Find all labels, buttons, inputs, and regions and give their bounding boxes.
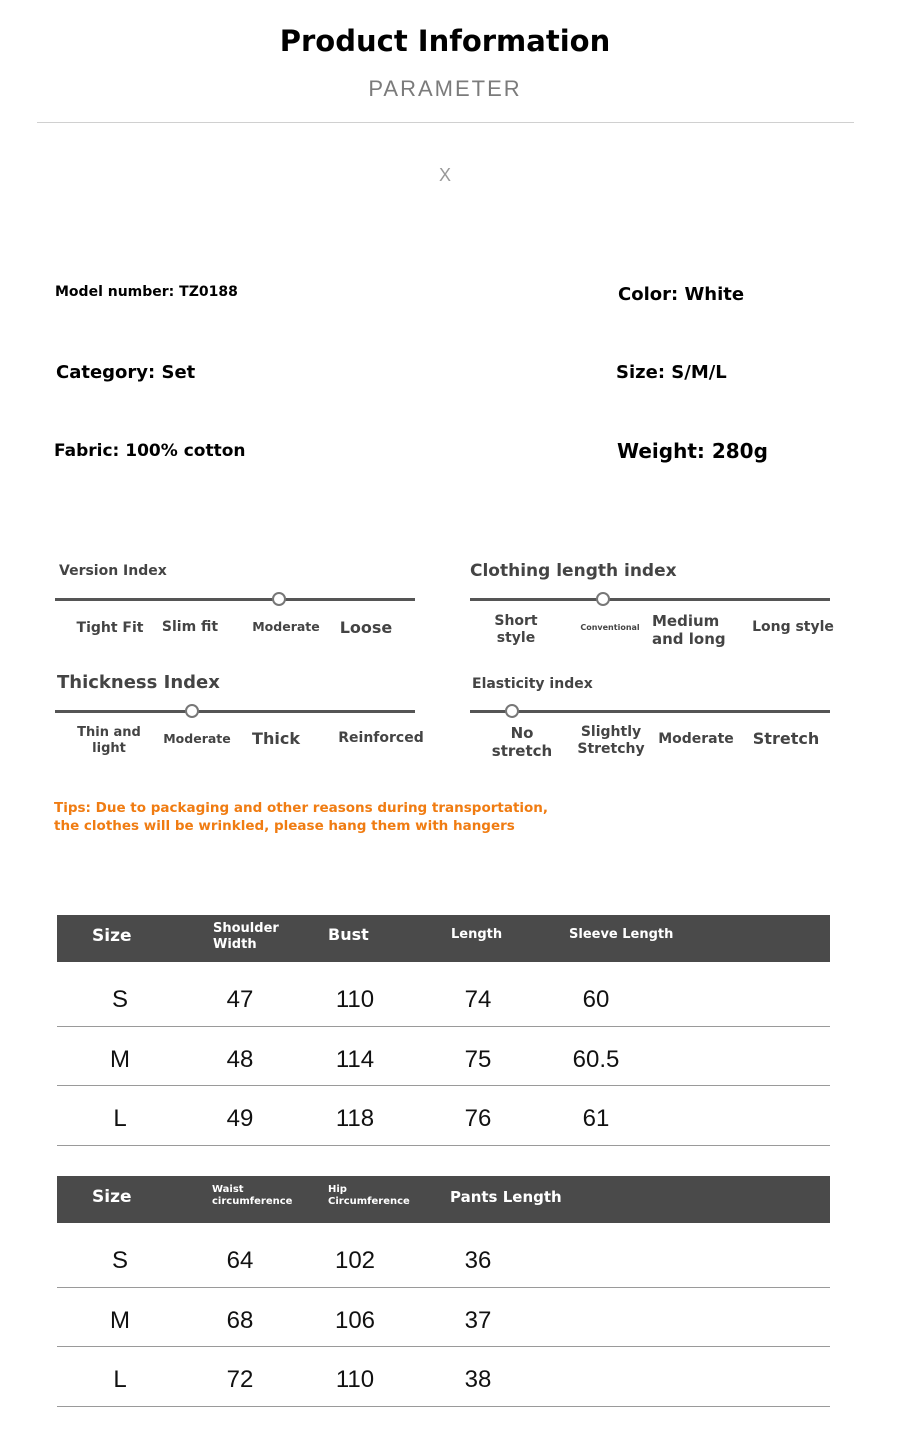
version-label-slim-fit: Slim fit (161, 619, 219, 635)
version-label-tight-fit: Tight Fit (76, 620, 144, 636)
thickness-index-track (55, 710, 415, 713)
pants-table-cell: S (111, 1247, 129, 1274)
elasticity-label-slightly-stretchy: Slightly Stretchy (577, 724, 645, 757)
pants-header-waist: Waist circumference (212, 1184, 293, 1207)
top-table-cell: 61 (582, 1105, 610, 1132)
top-table-cell: 60 (582, 986, 610, 1013)
top-table-cell: 114 (335, 1045, 375, 1073)
category-info: Category: Set (56, 362, 196, 383)
clothing-length-label-medium-and-long: Medium and long (652, 612, 726, 648)
version-label-moderate: Moderate (252, 619, 320, 634)
version-index-knob[interactable] (272, 592, 286, 606)
thickness-index-knob[interactable] (185, 704, 199, 718)
top-header-bust: Bust (328, 925, 369, 944)
pants-table-cell: 36 (464, 1247, 492, 1274)
color-info: Color: White (618, 284, 745, 305)
top-table-cell: 74 (464, 986, 492, 1013)
top-table-cell: M (110, 1045, 130, 1073)
elasticity-index-title: Elasticity index (472, 676, 593, 692)
pants-header-hip: Hip Circumference (328, 1184, 410, 1207)
top-header-shoulder-width: Shoulder Width (213, 921, 279, 952)
fabric-info: Fabric: 100% cotton (54, 441, 246, 461)
version-index-track (55, 598, 415, 601)
pants-table-cell: 102 (334, 1247, 376, 1274)
thickness-label-thin-and-light: Thin and light (77, 725, 141, 756)
pants-table-row-divider (57, 1346, 830, 1347)
pants-table-cell: 64 (226, 1247, 254, 1274)
version-index-title: Version Index (59, 563, 167, 579)
clothing-length-index-track (470, 598, 830, 601)
top-table-row-divider (57, 1026, 830, 1027)
pants-table-cell: 68 (226, 1306, 254, 1334)
clothing-length-label-long-style: Long style (752, 619, 834, 635)
pants-table-row-divider (57, 1287, 830, 1288)
top-table-cell: 47 (226, 986, 254, 1013)
thickness-label-moderate: Moderate (163, 731, 231, 746)
elasticity-label-stretch: Stretch (752, 729, 820, 748)
pants-table-cell: 106 (334, 1306, 376, 1334)
elasticity-label-moderate: Moderate (658, 731, 734, 747)
weight-info: Weight: 280g (617, 439, 768, 463)
top-header-size: Size (92, 926, 132, 946)
placeholder-mark: X (438, 165, 451, 185)
pants-table-row-divider (57, 1406, 830, 1407)
top-header-sleeve-length: Sleeve Length (569, 927, 674, 942)
model-number: Model number: TZ0188 (55, 284, 238, 300)
size-info: Size: S/M/L (616, 362, 727, 383)
page-subtitle: PARAMETER (368, 76, 522, 101)
clothing-length-label-short-style: Short style (494, 613, 538, 646)
top-header-length: Length (451, 927, 503, 942)
top-table-cell: 76 (464, 1105, 492, 1132)
pants-table-header (57, 1176, 830, 1223)
pants-table-cell: M (110, 1306, 130, 1334)
top-table-cell: L (113, 1105, 127, 1132)
thickness-index-title: Thickness Index (57, 672, 220, 693)
elasticity-label-no-stretch: No stretch (491, 724, 553, 760)
clothing-length-index-title: Clothing length index (470, 561, 677, 581)
top-table-row-divider (57, 1145, 830, 1146)
top-table-cell: 118 (335, 1105, 375, 1132)
top-table-cell: 75 (464, 1045, 492, 1073)
thickness-label-reinforced: Reinforced (338, 730, 424, 746)
version-label-loose: Loose (339, 618, 393, 637)
pants-table-cell: 38 (464, 1366, 492, 1393)
top-table-cell: 48 (226, 1045, 254, 1073)
top-table-cell: 60.5 (572, 1045, 620, 1073)
pants-table-cell: 37 (464, 1306, 492, 1334)
pants-table-cell: 72 (226, 1366, 254, 1393)
pants-table-cell: L (113, 1366, 127, 1393)
pants-header-pants-length: Pants Length (450, 1188, 562, 1206)
thickness-label-thick: Thick (252, 729, 300, 748)
elasticity-index-track (470, 710, 830, 713)
pants-header-size: Size (92, 1187, 132, 1207)
tips-note: Tips: Due to packaging and other reasons during transportation, the clothes will be wrinkled, please hang them with hangers (54, 800, 549, 834)
pants-table-cell: 110 (335, 1366, 375, 1393)
header-divider (37, 122, 854, 123)
clothing-length-label-conventional: Conventional (580, 623, 640, 632)
page-title: Product Information (279, 24, 611, 58)
top-table-cell: S (111, 986, 129, 1013)
elasticity-index-knob[interactable] (505, 704, 519, 718)
clothing-length-index-knob[interactable] (596, 592, 610, 606)
top-table-cell: 110 (335, 986, 375, 1013)
top-table-header (57, 915, 830, 962)
top-table-cell: 49 (226, 1105, 254, 1132)
top-table-row-divider (57, 1085, 830, 1086)
